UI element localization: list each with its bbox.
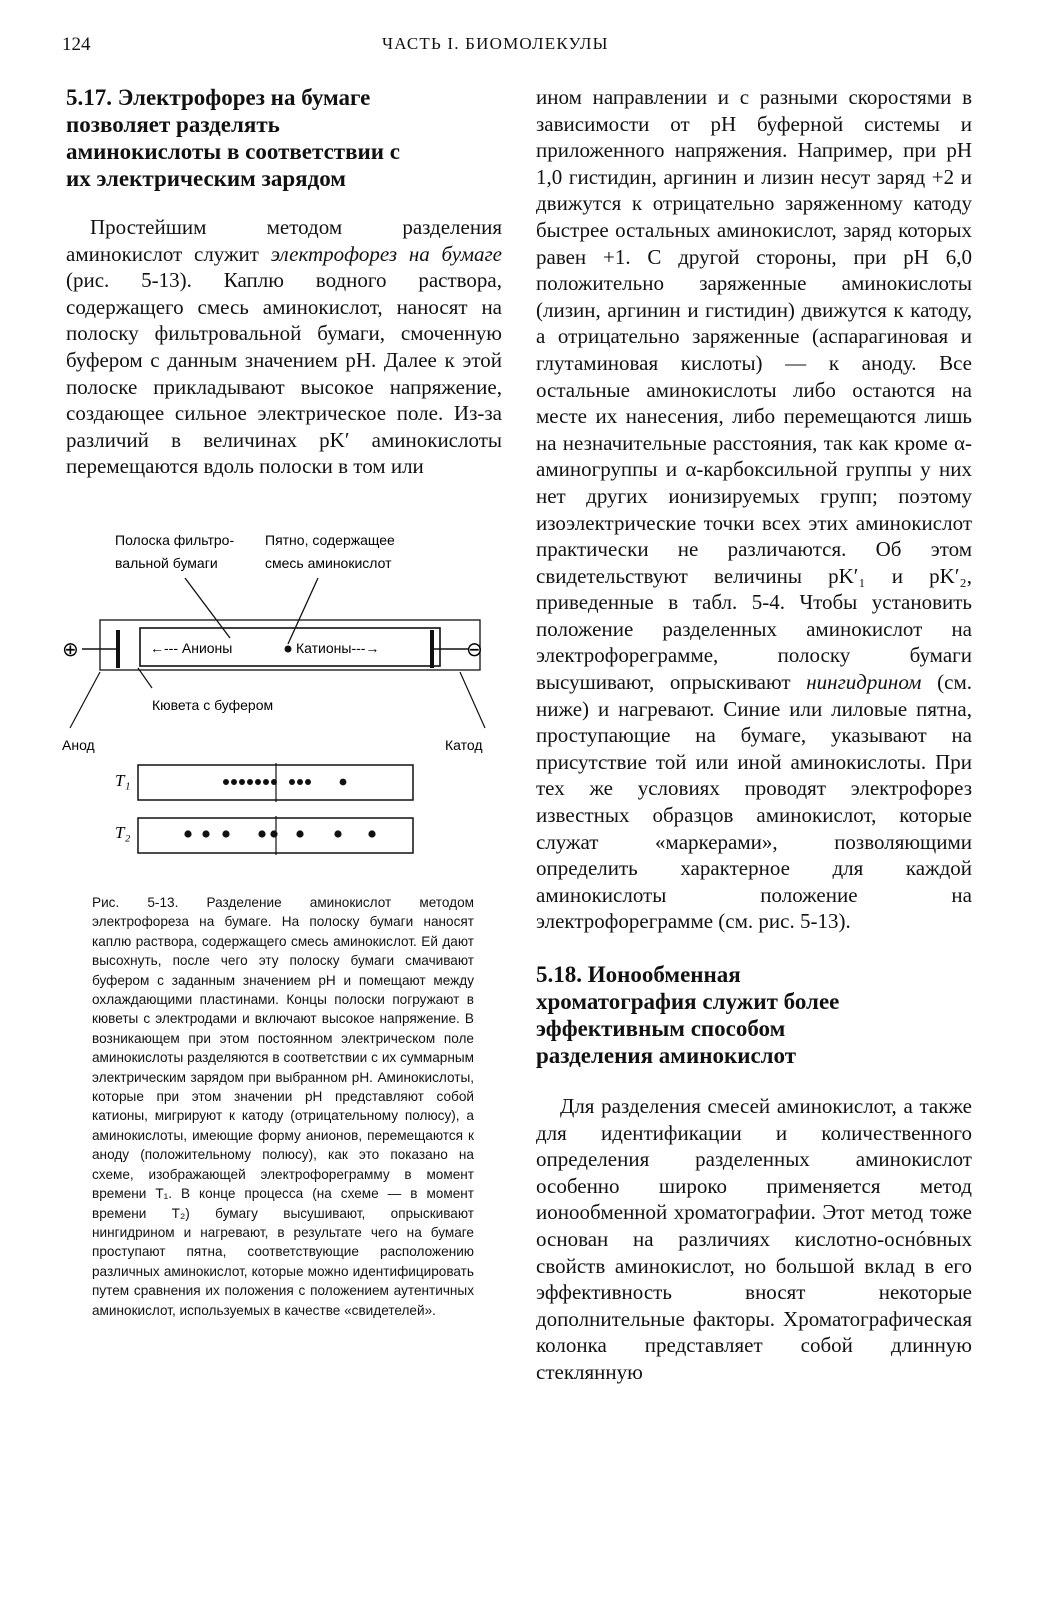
section-5-18-paragraph: Для разделения смесей аминокислот, а также для идентификации и количественного определения разделенных аминокислот особенно широко применяется метод ионообменной хроматографии. Этот метод тоже основан на различиях кислотно-оснóвных свойств аминокислот, но большой вклад в его эффективность вносят некоторые дополнительные факторы. Хроматографическая колонка представляет собой длинную стеклянную xyxy=(536,1094,972,1384)
label-t2: T₂ xyxy=(115,823,131,842)
paragraph-rest: (рис. 5-13). Каплю водного раствора, содержащего смесь аминокислот, наносят на полоску фильтровальной бумаги, смоченную буфером с данным значением pH. Далее к этой полоске прикладывают высокое напряжение, создающее сильное электрическое поле. Из-за различий в величинах pK′ аминокислоты перемещаются вдоль полоски в том или xyxy=(66,268,502,479)
plus-electrode-symbol: ⊕ xyxy=(62,637,79,661)
label-t1: T₁ xyxy=(115,771,131,790)
section-5-17-paragraph xyxy=(66,214,502,480)
paragraph-italic-term: электрофорез на бумаге xyxy=(270,241,503,266)
figure-electrophoresis-diagram xyxy=(60,520,510,860)
running-title: ЧАСТЬ I. БИОМОЛЕКУЛЫ xyxy=(382,34,609,53)
right-paragraph-italic-term: нингидрином xyxy=(806,670,922,695)
right-paragraph-part-a: ином направлении и с разными скоростями в зависимости от pH буферной системы и приложенного напряжения. Например, при pH 1,0 гистидин, аргинин и лизин несут заряд +2 и движутся к отрицательно заряженному катоду быстрее остальных аминокислот, заряд которых равен +1. С другой стороны, при pH 6,0 положительно заряженные аминокислоты (лизин, аргинин и гистидин) движутся к катоду, а отрицательно заряженные (аспарагиновая и глутаминовая кислоты) — к аноду. Все остальные аминокислоты либо остаются на месте их нанесения, либо перемещаются лишь на незначительные расстояния, так как кроме α-аминогруппы и α-карбоксильной группы у них нет других ионизируемых групп; поэтому изоэлектрические точки всех этих аминокислот практически не различаются. Об этом свидетельствуют величины pK′₁ и pK′₂, приведенные в табл. 5-4. Чтобы установить положение разделенных аминокислот на электрофореграмме, полоску бумаги высушивают, опрыскивают xyxy=(536,85,972,695)
paragraph-start: Простейшим методом разделения аминокислот служит xyxy=(66,215,502,266)
minus-electrode-symbol: ⊖ xyxy=(466,637,483,661)
section-heading-5-17: 5.17. Электрофорез на бумаге позволяет разделять аминокислоты в соответствии с их электрическим зарядом xyxy=(66,85,400,191)
label-strip-line2: вальной бумаги xyxy=(115,555,218,571)
label-anode: Анод xyxy=(62,737,95,753)
label-cuvette: Кювета с буфером xyxy=(152,697,274,713)
right-column xyxy=(536,84,972,1386)
figure-caption: Рис. 5-13. Разделение аминокислот методом электрофореза на бумаге. На полоску бумаги наносят каплю раствора, содержащего смесь аминокислот. Ей дают высохнуть, после чего эту полоску бумаги смачивают буфером с заданным значением pH и помещают между охлаждающими пластинами. Концы полоски погружают в кюветы с электродами и включают высокое напряжение. В возникающем при этом постоянном электрическом поле аминокислоты разделяются в соответствии с их суммарным электрическим зарядом при выбранном pH. Аминокислоты, которые при этом значении pH представляют собой катионы, мигрируют к катоду (отрицательному полюсу), а аминокислоты, имеющие форму анионов, перемещаются к аноду (положительному полюсу), как это показано на схеме, изображающей электрофореграмму в момент времени T₁. В конце процесса (на схеме — в момент времени T₂) бумагу высушивают, опрыскивают нингидрином и нагревают, в результате чего на бумаге проступают пятна, соответствующие расположению различных аминокислот, которые можно идентифицировать путем сравнения их положения с положением аутентичных аминокислот, используемых в качестве «свидетелей». xyxy=(92,895,474,1318)
t1-spots xyxy=(223,779,346,786)
label-cathode: Катод xyxy=(445,737,483,753)
left-column xyxy=(66,84,502,480)
label-cations: Катионы---→ xyxy=(296,640,380,656)
label-spot-line2: смесь аминокислот xyxy=(265,555,392,571)
page-number: 124 xyxy=(62,34,91,55)
section-heading-5-18: 5.18. Ионообменная хроматография служит более эффективным способом разделения аминокислот xyxy=(536,962,840,1068)
t2-spots xyxy=(184,830,375,837)
label-anions: ←--- Анионы xyxy=(150,640,233,656)
label-strip-line1: Полоска фильтро- xyxy=(115,532,235,548)
label-spot-line1: Пятно, содержащее xyxy=(265,532,395,548)
right-paragraph-part-b: (см. ниже) и нагревают. Синие или лиловые пятна, проступающие на бумаге, указывают на присутствие той или иной аминокислоты. При тех же условиях проводят электрофорез известных образцов аминокислот, которые служат «маркерами», позволяющими определить характерное для каждой аминокислоты положение на электрофореграмме (см. рис. 5-13). xyxy=(536,670,972,934)
right-paragraph-continued xyxy=(536,84,972,935)
